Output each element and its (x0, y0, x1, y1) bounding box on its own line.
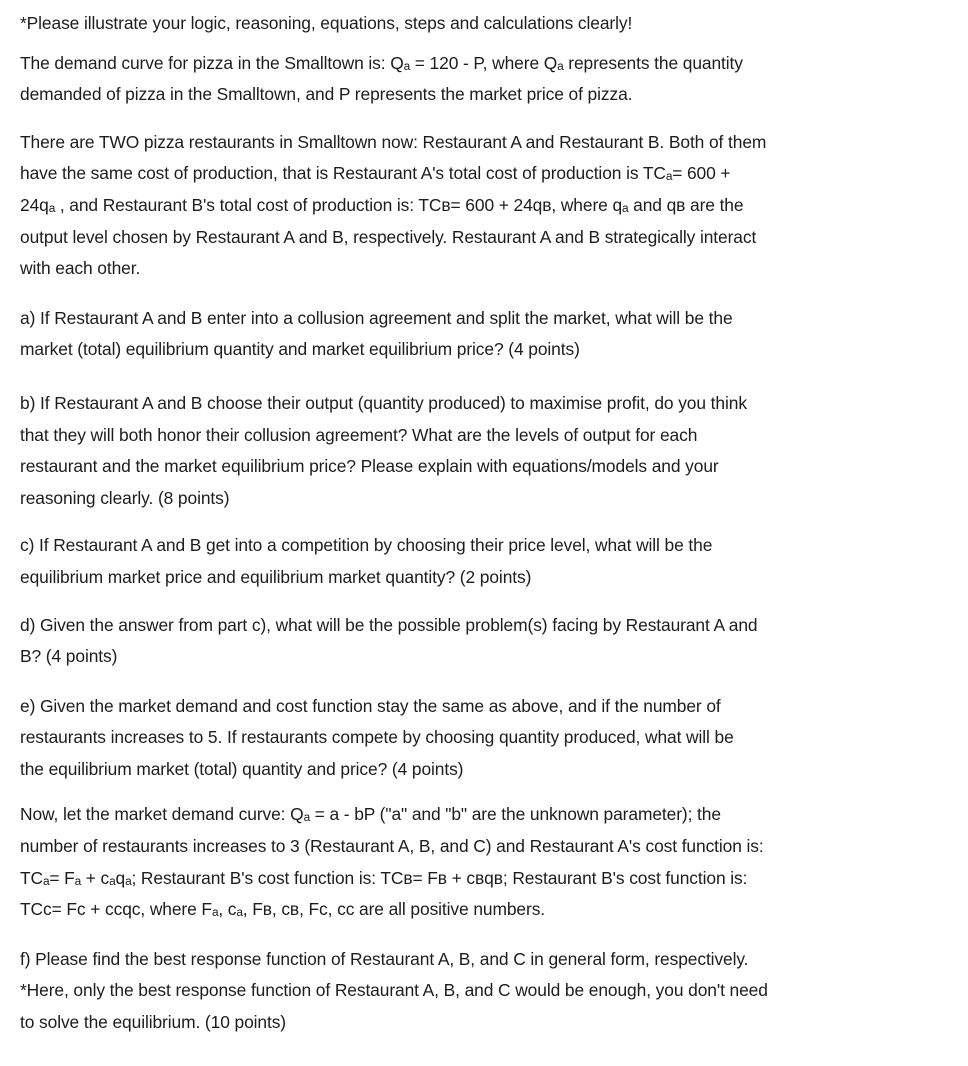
text-line: restaurants increases to 5. If restaurants compete by choosing quantity produced, what will be (20, 727, 734, 748)
text-line: output level chosen by Restaurant A and B, respectively. Restaurant A and B strategically interact (20, 226, 757, 247)
text-line: b) If Restaurant A and B choose their output (quantity produced) to maximise profit, do you think (20, 392, 747, 413)
text-line: TCᴄ= Fᴄ + cᴄqᴄ, where Fₐ, cₐ, Fʙ, cʙ, Fᴄ, cᴄ are all positive numbers. (20, 899, 546, 920)
text-line: TCₐ= Fₐ + cₐqₐ; Restaurant B's cost function is: TCʙ= Fʙ + cʙqʙ; Restaurant B's cost function is: (20, 867, 748, 888)
generalized-setup-paragraph (20, 799, 950, 925)
text-line: restaurant and the market equilibrium price? Please explain with equations/models and your (20, 456, 719, 477)
text-line: *Please illustrate your logic, reasoning, equations, steps and calculations clearly! (20, 13, 633, 33)
question-c (20, 530, 950, 593)
text-line: *Here, only the best response function of Restaurant A, B, and C would be enough, you don't need (20, 980, 768, 1001)
text-line: B? (4 points) (20, 646, 118, 667)
text-line: 24qₐ , and Restaurant B's total cost of production is: TCʙ= 600 + 24qʙ, where qₐ and qʙ are the (20, 194, 744, 215)
text-line: Now, let the market demand curve: Qₐ = a - bP ("a" and "b" are the unknown parameter); the (20, 804, 721, 825)
text-line: c) If Restaurant A and B get into a competition by choosing their price level, what will be the (20, 535, 713, 556)
text-line: f) Please find the best response function of Restaurant A, B, and C in general form, respectively. (20, 948, 749, 969)
question-f (20, 944, 950, 1039)
text-line: have the same cost of production, that is Restaurant A's total cost of production is TCₐ= 600 + (20, 163, 731, 184)
text-line: a) If Restaurant A and B enter into a collusion agreement and split the market, what will be the (20, 307, 733, 328)
text-line: that they will both honor their collusion agreement? What are the levels of output for each (20, 424, 698, 445)
text-line: the equilibrium market (total) quantity and price? (4 points) (20, 758, 464, 779)
question-e (20, 691, 950, 786)
question-a (20, 303, 950, 366)
question-d (20, 610, 950, 673)
text-line: d) Given the answer from part c), what will be the possible problem(s) facing by Restaurant A and (20, 614, 758, 635)
text-line: demanded of pizza in the Smalltown, and P represents the market price of pizza. (20, 84, 633, 105)
text-line: reasoning clearly. (8 points) (20, 487, 230, 508)
text-line: equilibrium market price and equilibrium market quantity? (2 points) (20, 566, 532, 587)
text-line: The demand curve for pizza in the Smalltown is: Qₐ = 120 - P, where Qₐ represents the quantity (20, 52, 743, 73)
text-line: number of restaurants increases to 3 (Restaurant A, B, and C) and Restaurant A's cost function is: (20, 836, 764, 857)
text-line: e) Given the market demand and cost function stay the same as above, and if the number of (20, 695, 721, 716)
restaurants-cost-paragraph (20, 127, 950, 285)
text-line: There are TWO pizza restaurants in Smalltown now: Restaurant A and Restaurant B. Both of them (20, 131, 767, 152)
demand-curve-paragraph (20, 48, 950, 111)
instruction-note (20, 8, 950, 40)
text-line: with each other. (20, 258, 141, 279)
text-line: market (total) equilibrium quantity and market equilibrium price? (4 points) (20, 339, 580, 360)
text-line: to solve the equilibrium. (10 points) (20, 1012, 286, 1033)
question-b (20, 388, 950, 514)
